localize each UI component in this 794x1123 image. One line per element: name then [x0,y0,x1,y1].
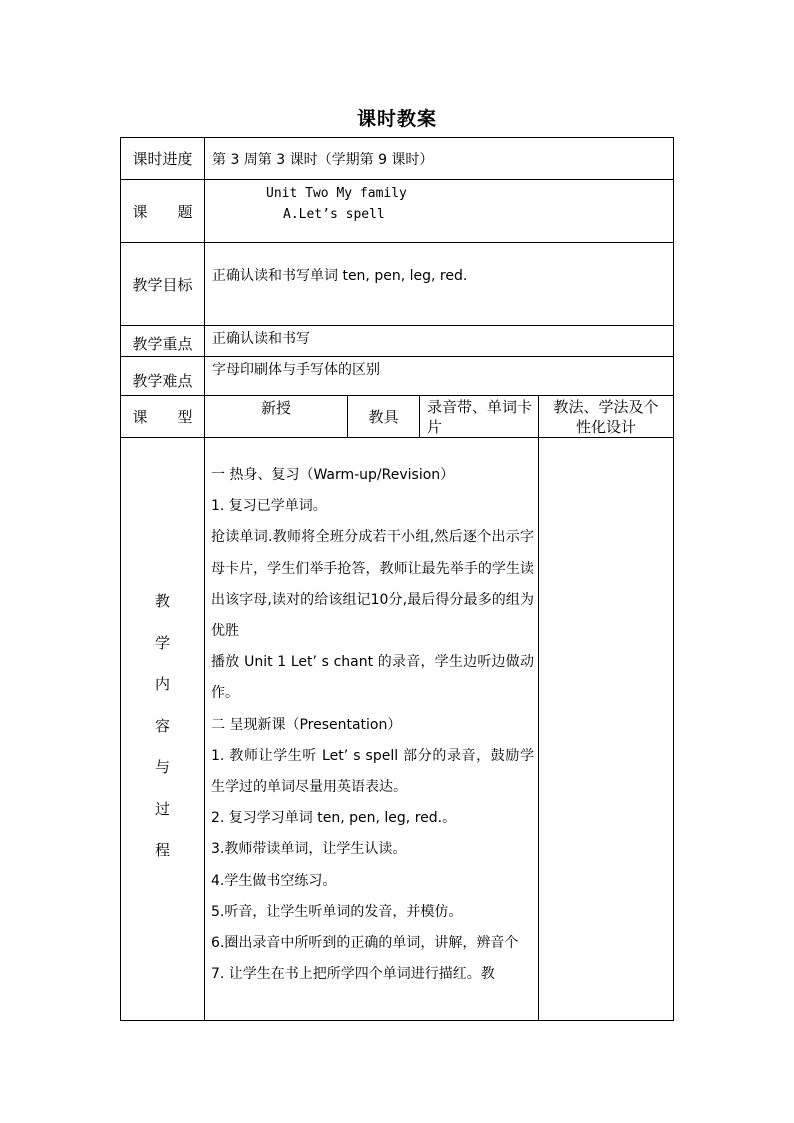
process-line: 2. 复习学习单词 ten, pen, leg, red.。 [211,810,457,827]
progress-value: 第 3 周第 3 课时（学期第 9 课时） [205,138,674,180]
process-line: 7. 让学生在书上把所学四个单词进行描红。教 [211,966,495,983]
tools-label: 教具 [348,396,420,438]
type-value: 新授 [205,396,348,438]
process-label-char: 过 [154,799,170,818]
process-line: 1. 教师让学生听 Let’ s spell 部分的录音，鼓励学生学过的单词尽量用英语表达。 [211,747,534,796]
process-content [205,438,539,1021]
process-label-stack [121,590,204,881]
process-label-char: 教 [154,592,170,610]
goal-label: 教学目标 [121,243,205,326]
topic-unit: Unit Two My family [266,186,407,201]
progress-label: 课时进度 [121,138,205,180]
process-lines [211,460,534,990]
difficulty-label: 教学难点 [121,357,205,396]
row-progress [121,138,674,180]
process-label-char: 内 [154,675,170,693]
focus-label: 教学重点 [121,326,205,357]
row-difficulty [121,357,674,396]
difficulty-value: 字母印刷体与手写体的区别 [205,357,674,396]
type-label: 课 型 [121,396,205,438]
topic-label: 课 题 [121,180,205,243]
process-label [121,438,205,1021]
process-label-char: 程 [154,841,170,859]
goal-value: 正确认读和书写单词 ten, pen, leg, red. [205,243,674,326]
process-line: 抢读单词.教师将全班分成若干小组,然后逐个出示字母卡片，学生们举手抢答，教师让最先举手的学生读出该字母,读对的给该组记10分,最后得分最多的组为优胜 [211,529,534,640]
row-type [121,396,674,438]
process-line: 二 呈现新课（Presentation） [211,716,402,733]
row-goal [121,243,674,326]
topic-value [205,180,674,243]
row-process [121,438,674,1021]
method-label: 教法、学法及个性化设计 [539,396,674,438]
focus-value: 正确认读和书写 [205,326,674,357]
process-line: 5.听音，让学生听单词的发音，并模仿。 [211,903,463,920]
topic-section: A.Let’s spell [283,207,385,222]
lesson-plan-table [120,137,674,1021]
process-label-char: 学 [154,633,170,652]
row-topic [121,180,674,243]
row-focus [121,326,674,357]
process-label-char: 与 [154,758,170,776]
process-line: 播放 Unit 1 Let’ s chant 的录音，学生边听边做动作。 [211,654,534,702]
process-line: 6.圈出录音中所听到的正确的单词，讲解，辨音个 [211,935,519,952]
process-line: 3.教师带读单词，让学生认读。 [211,841,407,858]
process-line: 1. 复习已学单词。 [211,498,327,515]
process-line: 4.学生做书空练习。 [211,872,337,889]
process-label-char: 容 [154,716,170,735]
method-cell [539,438,674,1021]
document-title: 课时教案 [356,108,437,130]
process-line: 一 热身、复习（Warm-up/Revision） [211,467,455,483]
tools-value: 录音带、单词卡片 [420,396,539,438]
